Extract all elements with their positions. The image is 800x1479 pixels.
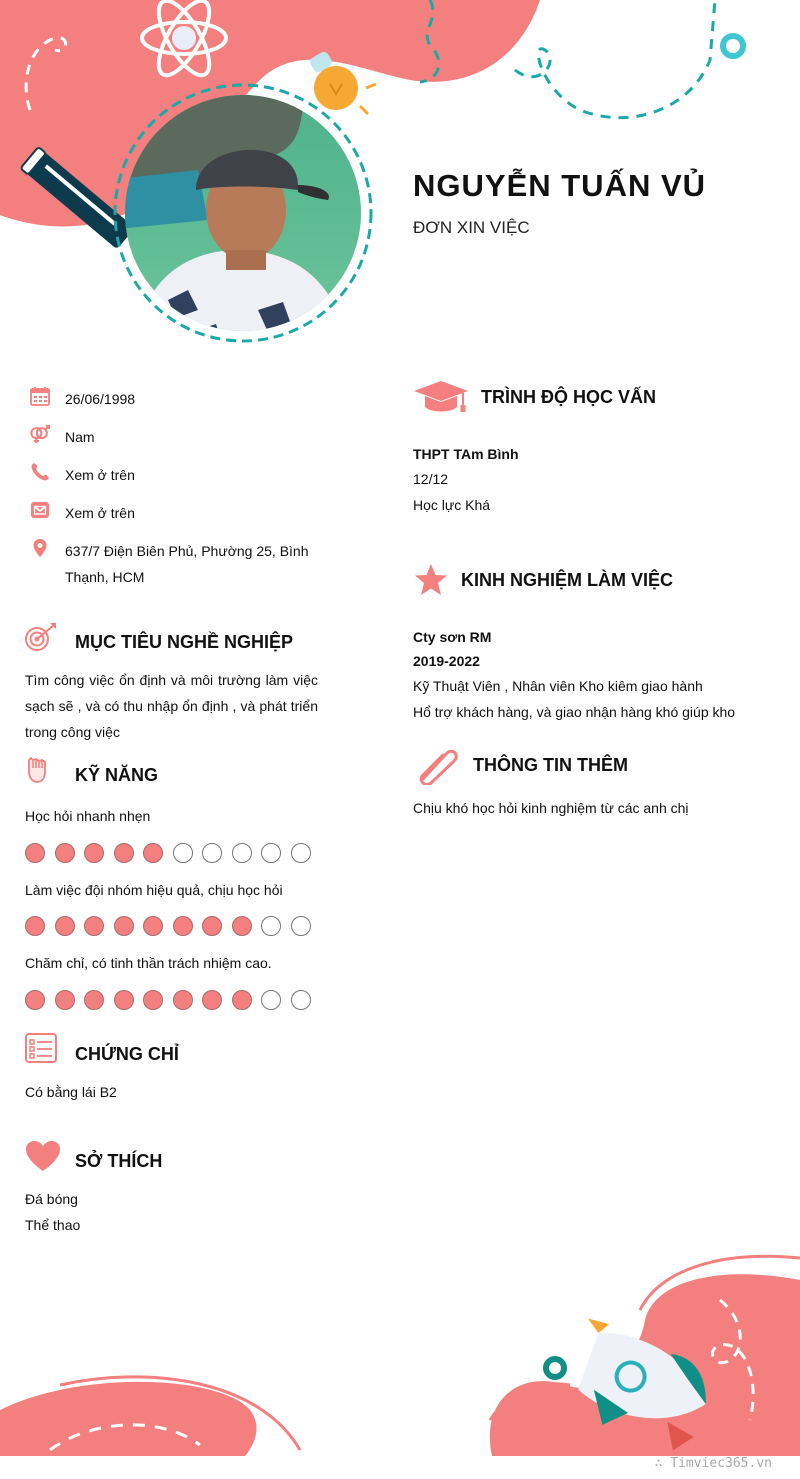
rating-dot-empty (261, 990, 281, 1010)
candidate-name: NGUYỄN TUẤN VỦ (413, 168, 707, 203)
skill-name: Làm việc đội nhóm hiệu quả, chịu học hỏi (25, 882, 283, 898)
rating-dot-filled (114, 843, 134, 863)
address-text (65, 538, 309, 590)
rating-dot-filled (143, 916, 163, 936)
objective-text: Tìm công việc ổn định và môi trường làm việc sạch sẽ , và có thu nhập ổn định , và phát triển trong công việc (25, 672, 318, 740)
rating-dot-empty (261, 843, 281, 863)
info-email (30, 500, 340, 524)
fist-icon (26, 754, 48, 784)
email-text: Xem ở trên (65, 505, 135, 521)
skill-name: Chăm chỉ, có tinh thần trách nhiệm cao. (25, 955, 272, 971)
skills-title: KỸ NĂNG (75, 765, 159, 785)
info-gender (30, 424, 340, 448)
hobbies-title: SỞ THÍCH (75, 1151, 163, 1171)
document-subtitle: ĐƠN XIN VIỆC (413, 218, 530, 237)
watermark: ∴ Timviec365.vn (654, 1456, 772, 1471)
rating-dot-empty (173, 843, 193, 863)
certificates-text: Có bằng lái B2 (25, 1084, 117, 1100)
skill-rating (25, 916, 325, 938)
info-birthdate (30, 386, 340, 410)
education-performance: Học lực Khá (413, 497, 491, 513)
education-title: TRÌNH ĐỘ HỌC VẤN (481, 387, 656, 407)
birthdate-text: 26/06/1998 (65, 391, 136, 407)
skill-name: Học hỏi nhanh nhẹn (25, 808, 151, 824)
graduation-cap-icon (413, 380, 469, 414)
skill-rating (25, 843, 325, 865)
phone-icon (30, 462, 50, 482)
rating-dot-empty (291, 843, 311, 863)
experience-role: Kỹ Thuật Viên , Nhân viên Kho kiêm giao hành (413, 678, 703, 694)
rating-dot-filled (25, 990, 45, 1010)
education-school: THPT TAm Bình (413, 446, 519, 462)
info-address (30, 538, 340, 590)
info-phone (30, 462, 340, 486)
target-icon (24, 622, 60, 654)
rating-dot-empty (291, 916, 311, 936)
address-line-2: Thạnh, HCM (65, 569, 145, 585)
checklist-icon (25, 1033, 57, 1063)
rating-dot-filled (84, 843, 104, 863)
rating-dot-filled (55, 843, 75, 863)
profile-photo (108, 80, 378, 350)
experience-title: KINH NGHIỆM LÀM VIỆC (461, 570, 674, 590)
additional-text: Chịu khó học hỏi kinh nghiệm từ các anh chị (413, 800, 689, 816)
education-grade: 12/12 (413, 471, 449, 487)
bottom-left-blob-shape (0, 1382, 256, 1456)
certificates-title: CHỨNG CHỈ (75, 1044, 179, 1064)
rating-dot-filled (143, 843, 163, 863)
rating-dot-filled (114, 916, 134, 936)
rating-dot-filled (25, 843, 45, 863)
rating-dot-filled (173, 990, 193, 1010)
rating-dot-filled (55, 916, 75, 936)
calendar-icon (30, 386, 50, 406)
rating-dot-filled (143, 990, 163, 1010)
rating-dot-empty (291, 990, 311, 1010)
rating-dot-filled (232, 916, 252, 936)
hobby-item: Thể thao (25, 1217, 81, 1233)
teal-ring-top (723, 36, 743, 56)
teal-ring-bottom (546, 1359, 564, 1377)
rating-dot-filled (55, 990, 75, 1010)
rating-dot-empty (202, 843, 222, 863)
rating-dot-filled (202, 990, 222, 1010)
objective-title: MỤC TIÊU NGHỀ NGHIỆP (75, 632, 294, 652)
address-line-1: 637/7 Điện Biên Phủ, Phường 25, Bình (65, 543, 309, 559)
email-icon (30, 500, 50, 520)
rating-dot-filled (232, 990, 252, 1010)
rating-dot-filled (84, 990, 104, 1010)
paperclip-icon (415, 745, 459, 785)
experience-period: 2019-2022 (413, 653, 480, 669)
rating-dot-empty (261, 916, 281, 936)
star-icon (414, 563, 448, 597)
additional-title: THÔNG TIN THÊM (473, 755, 628, 775)
rating-dot-filled (202, 916, 222, 936)
rating-dot-filled (25, 916, 45, 936)
gender-text: Nam (65, 429, 95, 445)
gender-icon (30, 424, 50, 444)
avatar (108, 80, 378, 350)
heart-icon (25, 1140, 61, 1172)
rating-dot-filled (114, 990, 134, 1010)
location-pin-icon (30, 538, 50, 558)
rating-dot-filled (84, 916, 104, 936)
phone-text: Xem ở trên (65, 467, 135, 483)
skill-rating (25, 990, 325, 1012)
rating-dot-empty (232, 843, 252, 863)
hobby-item: Đá bóng (25, 1191, 78, 1207)
experience-company: Cty sơn RM (413, 629, 492, 645)
rating-dot-filled (173, 916, 193, 936)
experience-description: Hổ trợ khách hàng, và giao nhận hàng khó giúp kho (413, 704, 736, 720)
